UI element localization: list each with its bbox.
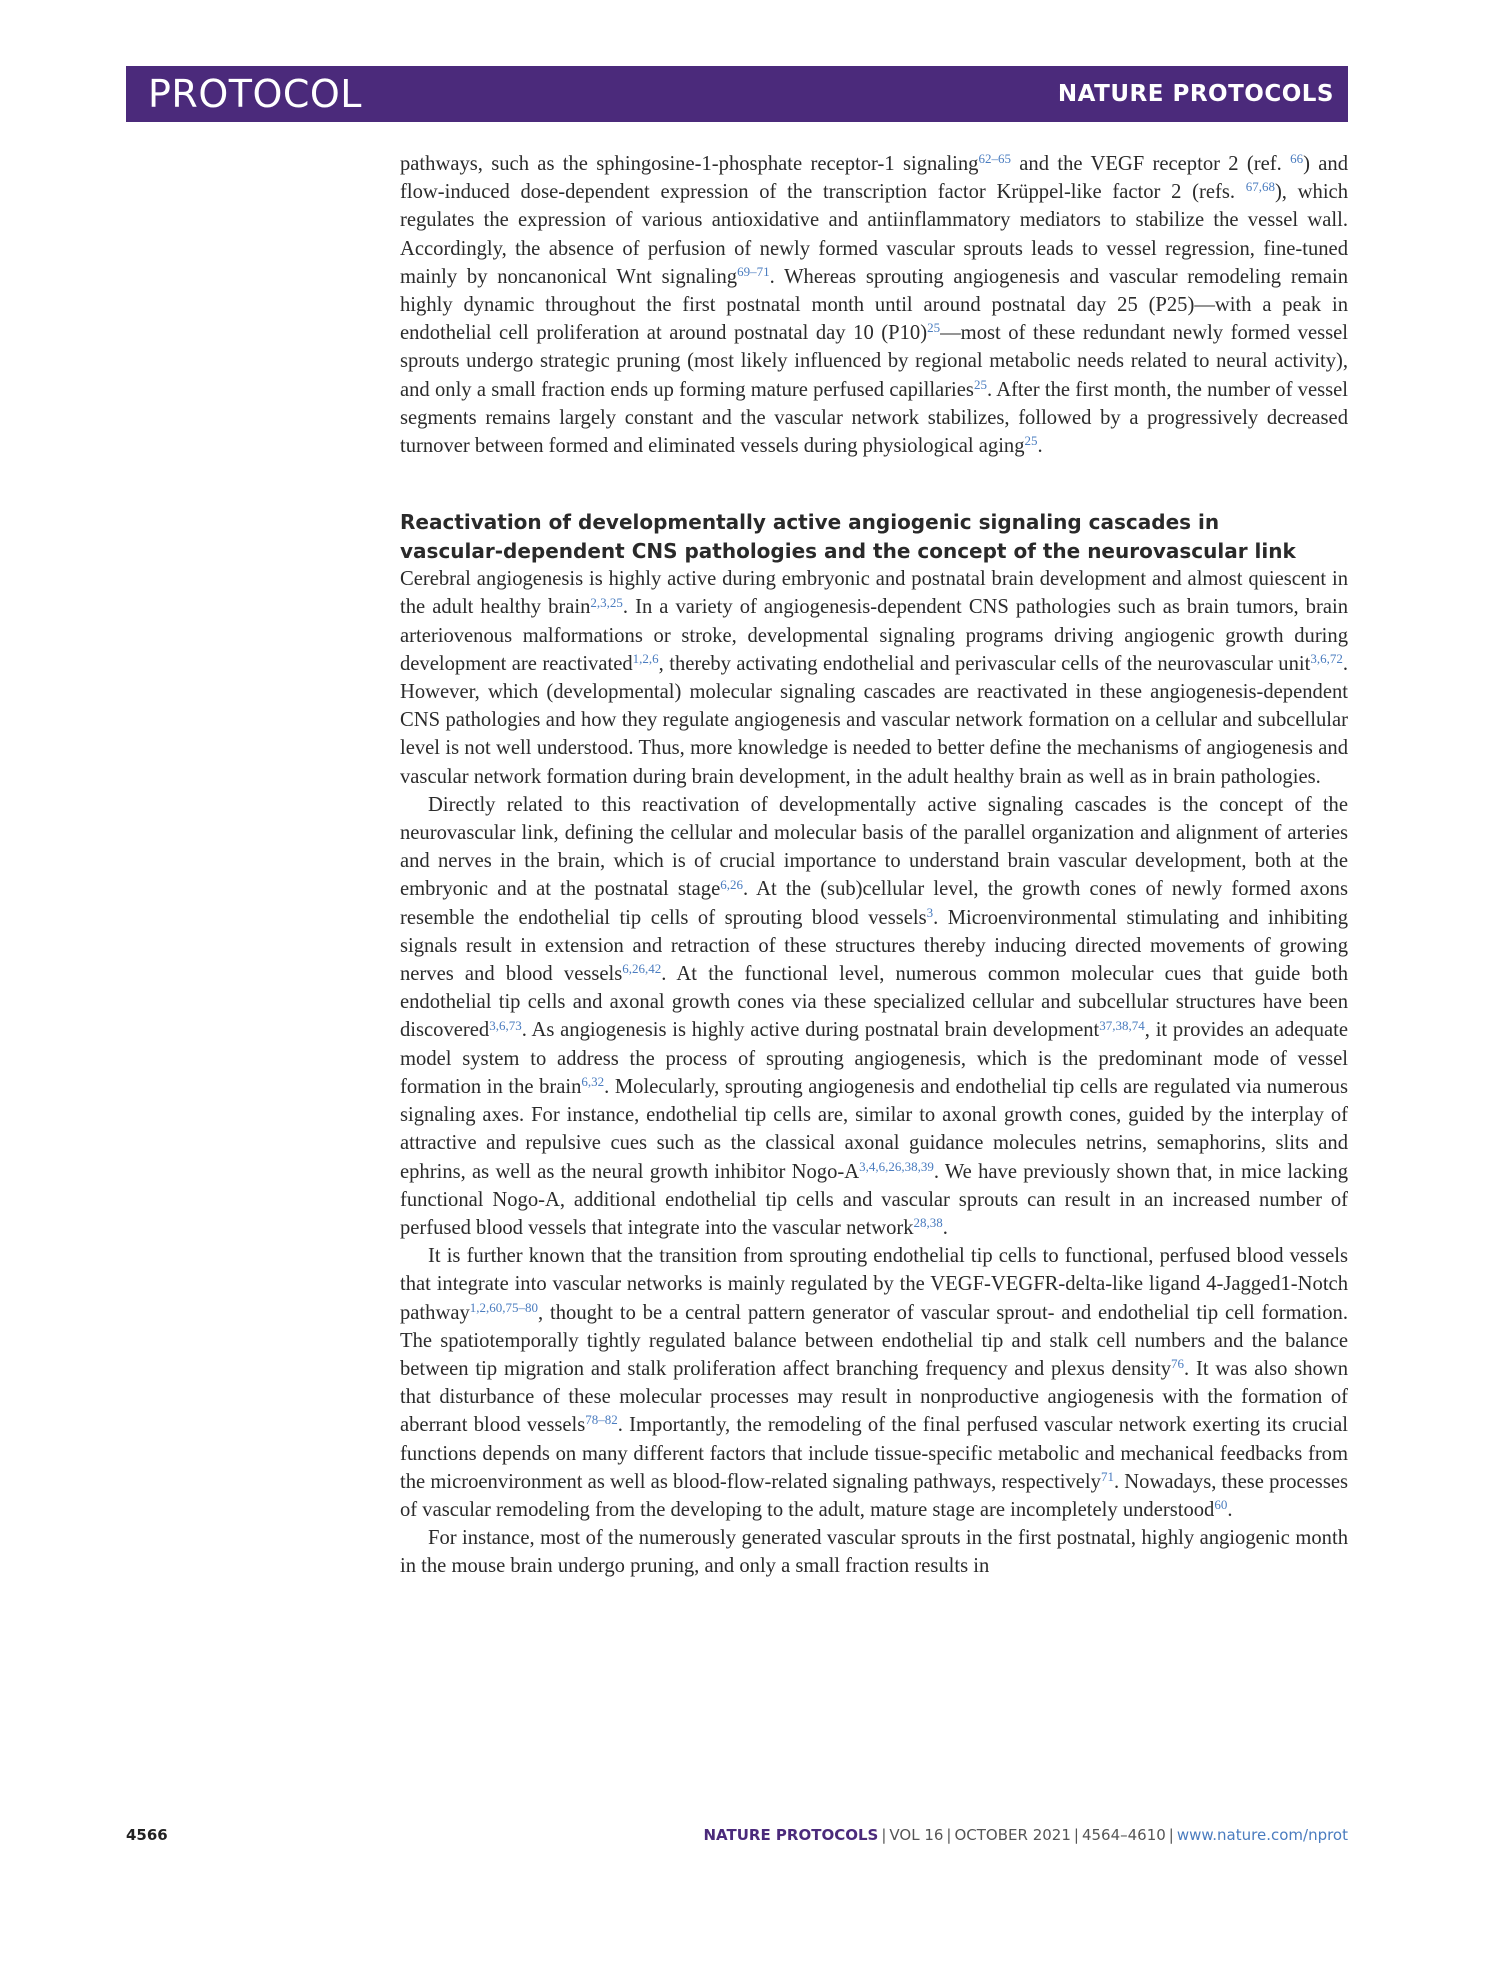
- separator: |: [881, 1826, 887, 1844]
- paragraph: Directly related to this reactivation of developmentally active signaling cascades is the concept of the neurovascular link, defining the cellular and molecular basis of the parallel organization and alignment of arteries and nerves in the brain, which is of crucial importance to understand brain vascular development, both at the embryonic and at the postnatal stage$^{6,26}$. At the (sub)cellular level, the growth cones of newly formed axons resemble the endothelial tip cells of sprouting blood vessels$^3$. Microenvironmental stimulating and inhibiting signals result in extension and retraction of these structures thereby inducing directed movements of growing nerves and blood vessels$^{6,26,42}$. At the functional level, numerous common molecular cues that guide both endothelial tip cells and axonal growth cones via these specialized cellular and subcellular structures have been discovered$^{3,6,73}$. As angiogenesis is highly active during postnatal brain development$^{37,38,74}$, it provides an adequate model system to address the process of sprouting angiogenesis, which is the predominant mode of vessel formation in the brain$^{6,32}$. Molecularly, sprouting angiogenesis and endothelial tip cells are regulated via numerous signaling axes. For instance, endothelial tip cells are, similar to axonal growth cones, guided by the interplay of attractive and repulsive cues such as the classical axonal guidance molecules netrins, semaphorins, slits and ephrins, as well as the neural growth inhibitor Nogo-$A^{3,4,6,26,38,39}$. We have previously shown that, in mice lacking functional Nogo-A, additional endothelial tip cells and vascular sprouts can result in an increased number of perfused blood vessels that integrate into the vascular network$^{28,38}$.: [400, 793, 1348, 1239]
- citation-ref[interactable]: 25: [927, 320, 941, 336]
- journal-citation: [703, 1826, 1348, 1844]
- citation-ref[interactable]: 60: [1214, 1497, 1228, 1513]
- section-heading-line-2: vascular-dependent CNS pathologies and the concept of the neurovascular link: [400, 538, 1296, 563]
- journal-name: NATURE PROTOCOLS: [1057, 81, 1334, 107]
- citation-ref[interactable]: 67,68: [1245, 179, 1275, 195]
- section-heading: [400, 508, 1348, 565]
- citation-ref[interactable]: 78–82: [585, 1412, 618, 1428]
- citation-ref[interactable]: 3,6,72: [1310, 650, 1343, 666]
- footer-journal: NATURE PROTOCOLS: [703, 1826, 879, 1844]
- section-heading-line-1: Reactivation of developmentally active angiogenic signaling cascades in: [400, 510, 1220, 535]
- citation-ref[interactable]: 6,26,42: [622, 961, 662, 977]
- paragraph: pathways, such as the sphingosine-1-phosphate receptor-1 signaling$^{62-65}$ and the VEGF receptor 2 (ref. $^{66}$) and flow-induced dose-dependent expression of the transcription factor Krüppel-like factor 2 (refs. $^{67,68}$), which regulates the expression of various antioxidative and antiinflammatory mediators to stabilize the vessel wall. Accordingly, the absence of perfusion of newly formed vascular sprouts leads to vessel regression, fine-tuned mainly by noncanonical Wnt signaling$^{69-71}$. Whereas sprouting angiogenesis and vascular remodeling remain highly dynamic throughout the first postnatal month until around postnatal day 25 (P25)—with a peak in endothelial cell proliferation at around postnatal day 10 $(P10)^{25}—most$ of these redundant newly formed vessel sprouts undergo strategic pruning (most likely influenced by regional metabolic needs related to neural activity), and only a small fraction ends up forming mature perfused capillaries$^{25}$. After the first month, the number of vessel segments remains largely constant and the vascular network stabilizes, followed by a progressively decreased turnover between formed and eliminated vessels during physiological aging$^{25}$.: [400, 151, 1348, 458]
- citation-ref[interactable]: 76: [1171, 1356, 1185, 1372]
- citation-ref[interactable]: 66: [1290, 151, 1304, 167]
- page-footer: [126, 1826, 1348, 1850]
- separator: |: [1073, 1826, 1079, 1844]
- paragraph: It is further known that the transition from sprouting endothelial tip cells to functional, perfused blood vessels that integrate into vascular networks is mainly regulated by the VEGF-VEGFR-delta-like ligand 4-Jagged1-Notch pathway$^{1,2,60,75-80}$, thought to be a central pattern generator of vascular sprout- and endothelial tip cell formation. The spatiotemporally tightly regulated balance between endothelial tip and stalk cell numbers and the balance between tip migration and stalk proliferation affect branching frequency and plexus density$^{76}$. It was also shown that disturbance of these molecular processes may result in nonproductive angiogenesis with the formation of aberrant blood vessels$^{78-82}$. Importantly, the remodeling of the final perfused vascular network exerting its crucial functions depends on many different factors that include tissue-specific metabolic and mechanical feedbacks from the microenvironment as well as blood-flow-related signaling pathways, respectively$^{71}$. Nowadays, these processes of vascular remodeling from the developing to the adult, mature stage are incompletely understood$^{60}$.: [400, 1245, 1348, 1521]
- article-body: [400, 150, 1348, 1581]
- citation-ref[interactable]: 3,4,6,26,38,39: [859, 1158, 934, 1174]
- page-number: 4566: [126, 1826, 168, 1844]
- citation-ref[interactable]: 1,2,60,75–80: [469, 1299, 539, 1315]
- separator: |: [1168, 1826, 1174, 1844]
- citation-ref[interactable]: 37,38,74: [1099, 1017, 1145, 1033]
- footer-date: OCTOBER 2021: [954, 1826, 1071, 1844]
- citation-ref[interactable]: 1,2,6: [632, 650, 659, 666]
- paragraph: For instance, most of the numerously generated vascular sprouts in the first postnatal, highly angiogenic month in the mouse brain undergo pruning, and only a small fraction results in: [400, 1527, 1348, 1578]
- citation-ref[interactable]: 3: [926, 904, 934, 920]
- citation-ref[interactable]: 6,32: [581, 1074, 605, 1090]
- citation-ref[interactable]: 62–65: [978, 151, 1011, 167]
- footer-volume: VOL 16: [889, 1826, 944, 1844]
- paragraph: Cerebral angiogenesis is highly active during embryonic and postnatal brain development and almost quiescent in the adult healthy brain$^{2,3,25}$. In a variety of angiogenesis-dependent CNS pathologies such as brain tumors, brain arteriovenous malformations or stroke, developmental signaling programs driving angiogenic growth during development are reactivated$^{1,2,6}$, thereby activating endothelial and perivascular cells of the neurovascular unit$^{3,6,72}$. However, which (developmental) molecular signaling cascades are reactivated in these angiogenesis-dependent CNS pathologies and how they regulate angiogenesis and vascular network formation on a cellular and subcellular level is not well understood. Thus, more knowledge is needed to better define the mechanisms of angiogenesis and vascular network formation during brain development, in the adult healthy brain as well as in brain pathologies.: [400, 568, 1348, 788]
- citation-ref[interactable]: 28,38: [913, 1215, 943, 1231]
- separator: |: [946, 1826, 952, 1844]
- citation-ref[interactable]: 25: [1024, 433, 1038, 449]
- section-label: PROTOCOL: [148, 72, 362, 116]
- citation-ref[interactable]: 71: [1100, 1468, 1114, 1484]
- citation-ref[interactable]: 2,3,25: [590, 594, 623, 610]
- journal-header-bar: [126, 66, 1348, 122]
- citation-ref[interactable]: 3,6,73: [489, 1017, 522, 1033]
- citation-ref[interactable]: 6,26: [720, 876, 743, 892]
- citation-ref[interactable]: 25: [973, 376, 987, 392]
- footer-pages: 4564–4610: [1081, 1826, 1166, 1844]
- citation-ref[interactable]: 69–71: [737, 263, 770, 279]
- journal-url-link[interactable]: www.nature.com/nprot: [1176, 1826, 1348, 1844]
